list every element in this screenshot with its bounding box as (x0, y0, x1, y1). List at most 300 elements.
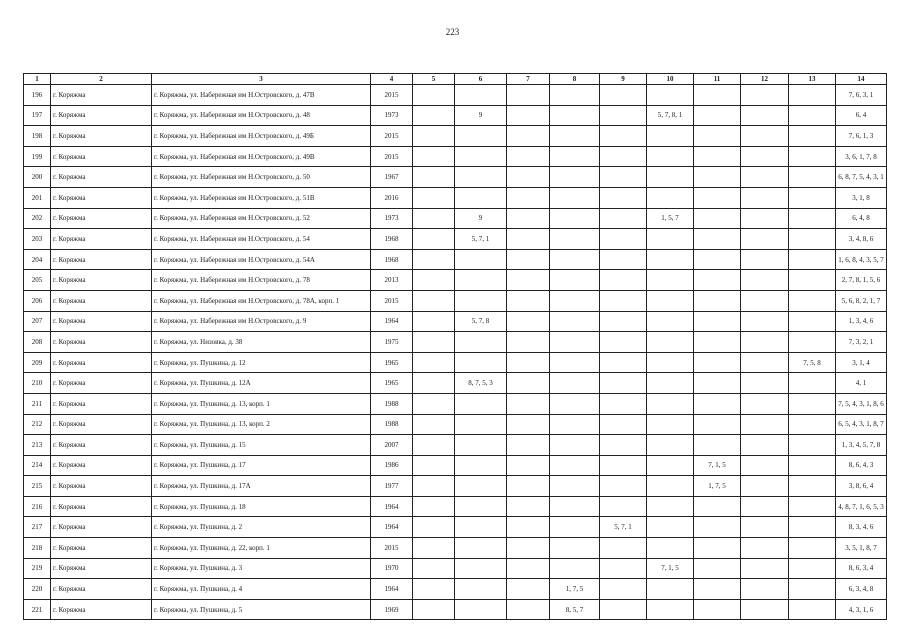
col9-cell (600, 352, 647, 373)
address-cell: г. Коряжма, ул. Набережная им Н.Островского, д. 9 (152, 311, 371, 332)
table-row (24, 249, 887, 270)
row-number-cell: 207 (24, 311, 51, 332)
year-cell: 1968 (371, 249, 413, 270)
col9-cell (600, 290, 647, 311)
col11-cell (694, 146, 741, 167)
col12-cell (741, 105, 789, 126)
col10-cell (647, 538, 694, 559)
city-cell: г. Коряжма (51, 414, 152, 435)
col5-cell (413, 373, 455, 394)
row-number-cell: 202 (24, 208, 51, 229)
col12-cell (741, 208, 789, 229)
col8-cell (550, 146, 600, 167)
col5-cell (413, 599, 455, 620)
col11-cell (694, 270, 741, 291)
col7-cell (507, 167, 550, 188)
address-cell: г. Коряжма, ул. Пушкина, д. 3 (152, 558, 371, 579)
col9-cell (600, 455, 647, 476)
col12-cell (741, 517, 789, 538)
address-cell: г. Коряжма, ул. Набережная им Н.Островского, д. 47В (152, 85, 371, 106)
year-cell: 1986 (371, 455, 413, 476)
col8-cell (550, 126, 600, 147)
col6-cell (455, 517, 507, 538)
col12-cell (741, 455, 789, 476)
col13-cell (789, 167, 836, 188)
row-number-cell: 215 (24, 476, 51, 497)
col11-cell (694, 105, 741, 126)
col7-cell (507, 290, 550, 311)
col6-cell (455, 85, 507, 106)
col9-cell: 5, 7, 1 (600, 517, 647, 538)
col6-cell (455, 496, 507, 517)
col5-cell (413, 332, 455, 353)
col13-cell (789, 517, 836, 538)
col7-cell (507, 352, 550, 373)
city-cell: г. Коряжма (51, 311, 152, 332)
city-cell: г. Коряжма (51, 229, 152, 250)
year-cell: 2015 (371, 538, 413, 559)
col12-cell (741, 373, 789, 394)
row-number-cell: 203 (24, 229, 51, 250)
col11-cell (694, 517, 741, 538)
col12-cell (741, 599, 789, 620)
col5-cell (413, 352, 455, 373)
col7-cell (507, 208, 550, 229)
col9-cell (600, 229, 647, 250)
col10-cell (647, 229, 694, 250)
row-number-cell: 199 (24, 146, 51, 167)
col8-cell (550, 455, 600, 476)
col7-cell (507, 393, 550, 414)
col10-cell (647, 435, 694, 456)
col12-cell (741, 393, 789, 414)
col5-cell (413, 290, 455, 311)
table-row (24, 332, 887, 353)
address-cell: г. Коряжма, ул. Пушкина, д. 17 (152, 455, 371, 476)
table-row (24, 393, 887, 414)
col5-cell (413, 393, 455, 414)
column-header-14: 14 (836, 74, 887, 85)
city-cell: г. Коряжма (51, 599, 152, 620)
city-cell: г. Коряжма (51, 146, 152, 167)
table-row (24, 85, 887, 106)
year-cell: 2016 (371, 187, 413, 208)
year-cell: 1988 (371, 414, 413, 435)
row-number-cell: 221 (24, 599, 51, 620)
col14-cell: 1, 3, 4, 5, 7, 8 (836, 435, 887, 456)
col12-cell (741, 126, 789, 147)
address-cell: г. Коряжма, ул. Набережная им Н.Островского, д. 52 (152, 208, 371, 229)
col9-cell (600, 496, 647, 517)
table-row (24, 126, 887, 147)
col10-cell (647, 496, 694, 517)
year-cell: 1977 (371, 476, 413, 497)
col9-cell (600, 435, 647, 456)
table-row (24, 290, 887, 311)
col8-cell (550, 517, 600, 538)
col7-cell (507, 455, 550, 476)
year-cell: 2015 (371, 85, 413, 106)
col13-cell (789, 126, 836, 147)
col11-cell (694, 393, 741, 414)
col12-cell (741, 414, 789, 435)
col11-cell (694, 187, 741, 208)
col8-cell (550, 290, 600, 311)
col14-cell: 3, 5, 1, 8, 7 (836, 538, 887, 559)
row-number-cell: 205 (24, 270, 51, 291)
table-row (24, 167, 887, 188)
col13-cell (789, 393, 836, 414)
col10-cell (647, 332, 694, 353)
col9-cell (600, 476, 647, 497)
year-cell: 2015 (371, 146, 413, 167)
col10-cell (647, 167, 694, 188)
col5-cell (413, 270, 455, 291)
col6-cell (455, 290, 507, 311)
col12-cell (741, 85, 789, 106)
col6-cell (455, 579, 507, 600)
row-number-cell: 218 (24, 538, 51, 559)
col9-cell (600, 270, 647, 291)
col13-cell (789, 558, 836, 579)
col11-cell (694, 558, 741, 579)
col14-cell: 8, 3, 4, 6 (836, 517, 887, 538)
col6-cell: 5, 7, 1 (455, 229, 507, 250)
column-header-7: 7 (507, 74, 550, 85)
col5-cell (413, 167, 455, 188)
col8-cell (550, 476, 600, 497)
col13-cell (789, 332, 836, 353)
col6-cell (455, 599, 507, 620)
col7-cell (507, 105, 550, 126)
col12-cell (741, 270, 789, 291)
col6-cell (455, 167, 507, 188)
col6-cell (455, 187, 507, 208)
col9-cell (600, 167, 647, 188)
city-cell: г. Коряжма (51, 105, 152, 126)
col7-cell (507, 126, 550, 147)
row-number-cell: 214 (24, 455, 51, 476)
col5-cell (413, 414, 455, 435)
col12-cell (741, 187, 789, 208)
col6-cell (455, 476, 507, 497)
address-cell: г. Коряжма, ул. Пушкина, д. 17А (152, 476, 371, 497)
col9-cell (600, 311, 647, 332)
col10-cell (647, 146, 694, 167)
col5-cell (413, 85, 455, 106)
col8-cell (550, 311, 600, 332)
col7-cell (507, 373, 550, 394)
col6-cell (455, 126, 507, 147)
col14-cell: 4, 3, 1, 6 (836, 599, 887, 620)
row-number-cell: 213 (24, 435, 51, 456)
col6-cell: 8, 7, 5, 3 (455, 373, 507, 394)
col9-cell (600, 249, 647, 270)
col14-cell: 6, 4, 8 (836, 208, 887, 229)
address-cell: г. Коряжма, ул. Пушкина, д. 18 (152, 496, 371, 517)
col6-cell (455, 393, 507, 414)
col13-cell (789, 435, 836, 456)
col8-cell (550, 249, 600, 270)
table-row (24, 558, 887, 579)
col8-cell (550, 496, 600, 517)
col12-cell (741, 290, 789, 311)
column-header-11: 11 (694, 74, 741, 85)
row-number-cell: 219 (24, 558, 51, 579)
col9-cell (600, 332, 647, 353)
col13-cell (789, 599, 836, 620)
col5-cell (413, 126, 455, 147)
row-number-cell: 206 (24, 290, 51, 311)
city-cell: г. Коряжма (51, 373, 152, 394)
col12-cell (741, 579, 789, 600)
col13-cell (789, 187, 836, 208)
col12-cell (741, 435, 789, 456)
address-cell: г. Коряжма, ул. Набережная им Н.Островского, д. 48 (152, 105, 371, 126)
address-cell: г. Коряжма, ул. Набережная им Н.Островского, д. 49В (152, 146, 371, 167)
address-cell: г. Коряжма, ул. Набережная им Н.Островского, д. 54А (152, 249, 371, 270)
col6-cell: 9 (455, 208, 507, 229)
col9-cell (600, 579, 647, 600)
col13-cell (789, 496, 836, 517)
col10-cell (647, 579, 694, 600)
col7-cell (507, 579, 550, 600)
row-number-cell: 209 (24, 352, 51, 373)
col9-cell (600, 105, 647, 126)
address-cell: г. Коряжма, ул. Пушкина, д. 2 (152, 517, 371, 538)
col14-cell: 8, 6, 3, 4 (836, 558, 887, 579)
col10-cell (647, 249, 694, 270)
col9-cell (600, 208, 647, 229)
col11-cell (694, 249, 741, 270)
col14-cell: 3, 1, 8 (836, 187, 887, 208)
table-row (24, 146, 887, 167)
table-row (24, 352, 887, 373)
col13-cell (789, 208, 836, 229)
col9-cell (600, 558, 647, 579)
col8-cell (550, 538, 600, 559)
col12-cell (741, 229, 789, 250)
col6-cell (455, 455, 507, 476)
col10-cell (647, 352, 694, 373)
table-row (24, 455, 887, 476)
col14-cell: 7, 6, 1, 3 (836, 126, 887, 147)
col14-cell: 2, 7, 8, 1, 5, 6 (836, 270, 887, 291)
col14-cell: 6, 5, 4, 3, 1, 8, 7 (836, 414, 887, 435)
address-cell: г. Коряжма, ул. Пушкина, д. 13, корп. 1 (152, 393, 371, 414)
column-header-6: 6 (455, 74, 507, 85)
column-header-1: 1 (24, 74, 51, 85)
col13-cell (789, 270, 836, 291)
col9-cell (600, 373, 647, 394)
col11-cell: 7, 1, 5 (694, 455, 741, 476)
table-row (24, 538, 887, 559)
city-cell: г. Коряжма (51, 517, 152, 538)
col14-cell: 6, 3, 4, 8 (836, 579, 887, 600)
col6-cell (455, 146, 507, 167)
register-table (23, 73, 887, 620)
city-cell: г. Коряжма (51, 208, 152, 229)
col12-cell (741, 311, 789, 332)
col5-cell (413, 187, 455, 208)
col10-cell (647, 599, 694, 620)
col10-cell (647, 290, 694, 311)
col11-cell (694, 332, 741, 353)
col7-cell (507, 414, 550, 435)
col11-cell (694, 414, 741, 435)
row-number-cell: 208 (24, 332, 51, 353)
table-row (24, 373, 887, 394)
col11-cell (694, 126, 741, 147)
col6-cell (455, 414, 507, 435)
city-cell: г. Коряжма (51, 187, 152, 208)
col14-cell: 7, 6, 3, 1 (836, 85, 887, 106)
col13-cell (789, 229, 836, 250)
col14-cell: 3, 1, 4 (836, 352, 887, 373)
col14-cell: 1, 6, 8, 4, 3, 5, 7 (836, 249, 887, 270)
year-cell: 2015 (371, 290, 413, 311)
row-number-cell: 200 (24, 167, 51, 188)
col8-cell (550, 208, 600, 229)
col14-cell: 4, 1 (836, 373, 887, 394)
col8-cell (550, 85, 600, 106)
col10-cell (647, 476, 694, 497)
city-cell: г. Коряжма (51, 85, 152, 106)
city-cell: г. Коряжма (51, 393, 152, 414)
col11-cell (694, 352, 741, 373)
year-cell: 1964 (371, 311, 413, 332)
col14-cell: 3, 4, 8, 6 (836, 229, 887, 250)
col14-cell: 6, 8, 7, 5, 4, 3, 1 (836, 167, 887, 188)
city-cell: г. Коряжма (51, 538, 152, 559)
row-number-cell: 211 (24, 393, 51, 414)
col9-cell (600, 414, 647, 435)
col14-cell: 7, 3, 2, 1 (836, 332, 887, 353)
col8-cell (550, 393, 600, 414)
row-number-cell: 204 (24, 249, 51, 270)
year-cell: 2015 (371, 126, 413, 147)
address-cell: г. Коряжма, ул. Набережная им Н.Островского, д. 49Б (152, 126, 371, 147)
table-row (24, 435, 887, 456)
col5-cell (413, 435, 455, 456)
col11-cell (694, 290, 741, 311)
col7-cell (507, 476, 550, 497)
column-header-12: 12 (741, 74, 789, 85)
col10-cell (647, 85, 694, 106)
col12-cell (741, 558, 789, 579)
col8-cell (550, 435, 600, 456)
col9-cell (600, 599, 647, 620)
city-cell: г. Коряжма (51, 476, 152, 497)
col10-cell (647, 517, 694, 538)
col7-cell (507, 85, 550, 106)
col12-cell (741, 146, 789, 167)
col10-cell (647, 455, 694, 476)
col10-cell: 7, 1, 5 (647, 558, 694, 579)
col8-cell (550, 352, 600, 373)
col10-cell (647, 126, 694, 147)
col11-cell (694, 311, 741, 332)
year-cell: 1970 (371, 558, 413, 579)
col6-cell (455, 270, 507, 291)
col13-cell (789, 85, 836, 106)
row-number-cell: 198 (24, 126, 51, 147)
col7-cell (507, 311, 550, 332)
year-cell: 2007 (371, 435, 413, 456)
address-cell: г. Коряжма, ул. Набережная им Н.Островского, д. 78А, корп. 1 (152, 290, 371, 311)
column-header-4: 4 (371, 74, 413, 85)
col14-cell: 7, 5, 4, 3, 1, 8, 6 (836, 393, 887, 414)
column-header-2: 2 (51, 74, 152, 85)
col9-cell (600, 126, 647, 147)
table-body (24, 85, 887, 620)
col10-cell (647, 187, 694, 208)
col7-cell (507, 517, 550, 538)
col12-cell (741, 249, 789, 270)
col12-cell (741, 352, 789, 373)
city-cell: г. Коряжма (51, 290, 152, 311)
address-cell: г. Коряжма, ул. Пушкина, д. 12 (152, 352, 371, 373)
col11-cell (694, 373, 741, 394)
city-cell: г. Коряжма (51, 270, 152, 291)
year-cell: 1964 (371, 496, 413, 517)
col8-cell (550, 105, 600, 126)
col13-cell: 7, 5, 8 (789, 352, 836, 373)
year-cell: 1964 (371, 517, 413, 538)
col8-cell: 8, 5, 7 (550, 599, 600, 620)
col8-cell (550, 332, 600, 353)
col13-cell (789, 455, 836, 476)
row-number-cell: 210 (24, 373, 51, 394)
column-header-3: 3 (152, 74, 371, 85)
col12-cell (741, 496, 789, 517)
col8-cell (550, 270, 600, 291)
col8-cell (550, 414, 600, 435)
col11-cell (694, 85, 741, 106)
col14-cell: 6, 4 (836, 105, 887, 126)
col12-cell (741, 332, 789, 353)
col13-cell (789, 538, 836, 559)
col5-cell (413, 105, 455, 126)
col10-cell (647, 270, 694, 291)
address-cell: г. Коряжма, ул. Пушкина, д. 13, корп. 2 (152, 414, 371, 435)
col11-cell (694, 599, 741, 620)
year-cell: 2013 (371, 270, 413, 291)
col13-cell (789, 290, 836, 311)
row-number-cell: 216 (24, 496, 51, 517)
col10-cell (647, 414, 694, 435)
col5-cell (413, 311, 455, 332)
col13-cell (789, 476, 836, 497)
col5-cell (413, 579, 455, 600)
address-cell: г. Коряжма, ул. Пушкина, д. 4 (152, 579, 371, 600)
col6-cell (455, 332, 507, 353)
col10-cell (647, 373, 694, 394)
col13-cell (789, 105, 836, 126)
col6-cell (455, 435, 507, 456)
col5-cell (413, 558, 455, 579)
col9-cell (600, 85, 647, 106)
city-cell: г. Коряжма (51, 435, 152, 456)
col6-cell: 9 (455, 105, 507, 126)
col13-cell (789, 249, 836, 270)
col5-cell (413, 517, 455, 538)
page-number: 223 (445, 27, 460, 37)
col10-cell (647, 311, 694, 332)
col11-cell (694, 538, 741, 559)
table-row (24, 579, 887, 600)
col7-cell (507, 599, 550, 620)
